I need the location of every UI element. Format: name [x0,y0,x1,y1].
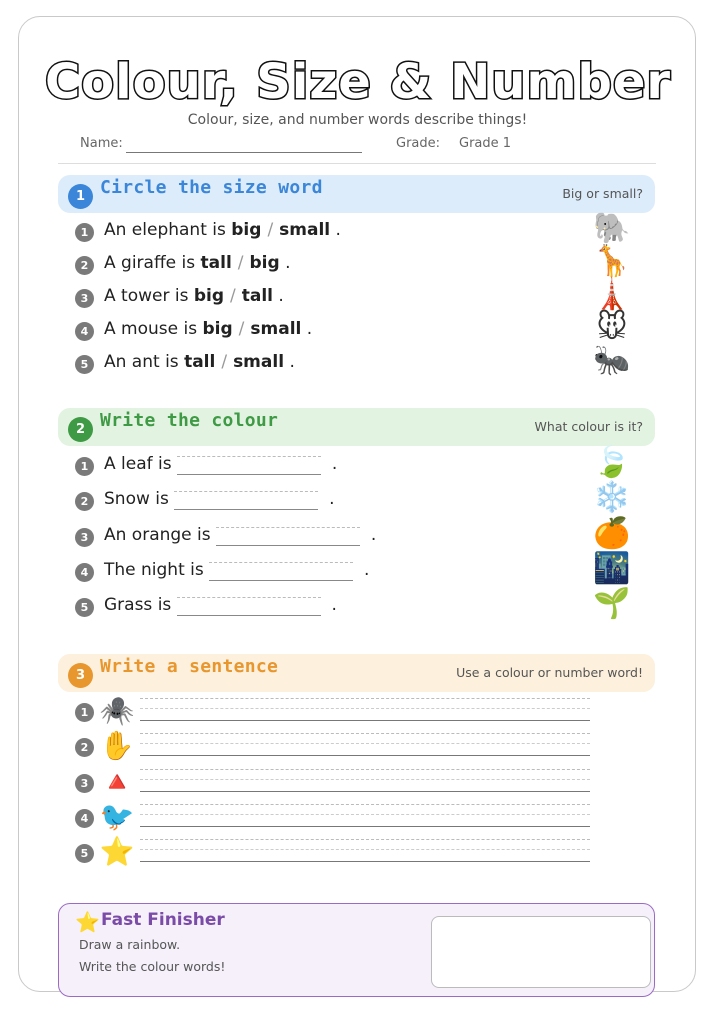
item-number: 2 [75,738,94,757]
slash-separator: / [221,352,228,372]
answer-blank[interactable] [177,595,321,616]
item-number: 3 [75,774,94,793]
title-text: Colour, Size & Number [44,54,672,110]
sentence-row [75,352,635,376]
item-number: 1 [75,703,94,722]
mouse-icon: 🐭 [596,310,628,345]
sentence-start: The night is [104,560,204,580]
sentence-start: An elephant is [104,220,226,240]
grade-value: Grade 1 [459,136,512,151]
sentence-end: . [331,454,338,474]
sentence-end: . [306,319,313,339]
item-number: 5 [75,844,94,863]
section-hint: What colour is it? [534,419,643,434]
sentence-end: . [329,489,335,509]
sentence-start: A giraffe is [104,253,196,273]
sentence-text [104,595,337,616]
subtitle: Colour, size, and number words describe things! [187,112,528,128]
slash-separator: / [230,286,236,306]
name-field[interactable] [126,152,362,153]
section-1-header [58,175,655,213]
star-icon: ⭐ [99,835,135,868]
choice-word-b[interactable]: small [250,319,302,339]
elephant-icon: 🐘 [593,211,631,246]
spider-icon: 🕷️ [99,694,135,727]
sentence-end: . [331,595,337,615]
drawing-box[interactable] [431,916,651,988]
item-number: 5 [75,355,94,374]
sentence-text [104,286,284,306]
writing-line[interactable] [140,804,590,827]
fast-finisher-line-2: Write the colour words! [79,959,226,974]
sentence-end: . [278,286,284,306]
sentence-start: A tower is [104,286,189,306]
writing-line[interactable] [140,839,590,862]
sentence-text [104,454,337,475]
sentence-start: Snow is [104,489,169,509]
choice-word-a[interactable]: tall [200,253,232,273]
hand-icon: ✋ [99,729,135,762]
fast-finisher-line-1: Draw a rainbow. [79,937,181,952]
choice-word-a[interactable]: tall [184,352,216,372]
choice-word-a[interactable]: big [193,286,225,306]
snowflake-icon: ❄️ [593,480,631,515]
section-hint: Big or small? [562,186,643,201]
grade-label: Grade: [396,136,441,151]
sentence-text [104,489,334,510]
sentence-start: A leaf is [104,454,172,474]
sentence-start: An ant is [104,352,179,372]
sentence-start: An orange is [104,525,211,545]
sprout-icon: 🌱 [593,586,631,621]
worksheet-title [0,36,715,122]
sentence-text [104,352,295,372]
slash-separator: / [238,319,245,339]
choice-word-a[interactable]: big [231,220,262,240]
section-number: 1 [68,184,93,209]
sentence-row [75,454,635,478]
item-number: 4 [75,322,94,341]
sentence-end: . [363,560,370,580]
section-title: Write a sentence [100,656,279,677]
sentence-row [75,319,635,343]
sentence-text [104,253,291,273]
fast-finisher-box [58,903,655,997]
item-number: 5 [75,598,94,617]
choice-word-b[interactable]: big [249,253,280,273]
leaf-icon: 🍃 [593,445,631,480]
fast-finisher-title: Fast Finisher [101,910,225,930]
item-number: 4 [75,563,94,582]
writing-line[interactable] [140,733,590,756]
answer-blank[interactable] [174,489,318,510]
section-3-header [58,654,655,692]
item-number: 2 [75,492,94,511]
section-hint: Use a colour or number word! [456,665,643,680]
sentence-row [75,489,635,513]
answer-blank[interactable] [209,560,353,581]
item-number: 3 [75,528,94,547]
section-title: Write the colour [100,410,279,431]
sentence-end: . [285,253,291,273]
choice-word-a[interactable]: big [202,319,233,339]
slash-separator: / [237,253,244,273]
section-title: Circle the size word [100,177,323,198]
orange-icon: 🍊 [593,516,631,551]
section-number: 2 [68,417,93,442]
sentence-end: . [370,525,377,545]
answer-blank[interactable] [216,525,360,546]
sentence-row [75,220,635,244]
writing-line[interactable] [140,769,590,792]
sentence-end: . [335,220,341,240]
item-number: 1 [75,223,94,242]
sentence-text [104,220,341,240]
item-number: 1 [75,457,94,476]
sentence-text [104,319,312,339]
sentence-start: Grass is [104,595,172,615]
sentence-row [75,595,635,619]
star-icon: ⭐ [75,910,100,934]
sentence-row [75,286,635,310]
sentence-row [75,253,635,277]
sentence-row [75,560,635,584]
red-triangle-icon: 🔺 [99,765,135,798]
choice-word-b[interactable]: tall [241,286,274,306]
section-2-header [58,408,655,446]
choice-word-b[interactable]: small [233,352,285,372]
name-label: Name: [80,136,123,151]
writing-line[interactable] [140,698,590,721]
item-number: 2 [75,256,94,275]
night-city-icon: 🌃 [593,551,631,586]
bird-icon: 🐦 [99,800,135,833]
sentence-row [75,525,635,549]
slash-separator: / [267,220,274,240]
ant-icon: 🐜 [593,343,631,378]
tower-icon: 🗼 [593,277,631,312]
sentence-text [104,525,376,546]
sentence-start: A mouse is [104,319,198,339]
giraffe-icon: 🦒 [593,244,631,279]
item-number: 3 [75,289,94,308]
answer-blank[interactable] [177,454,321,475]
sentence-text [104,560,369,581]
header-divider [58,163,656,164]
item-number: 4 [75,809,94,828]
sentence-end: . [289,352,295,372]
choice-word-b[interactable]: small [279,220,331,240]
section-number: 3 [68,663,93,688]
